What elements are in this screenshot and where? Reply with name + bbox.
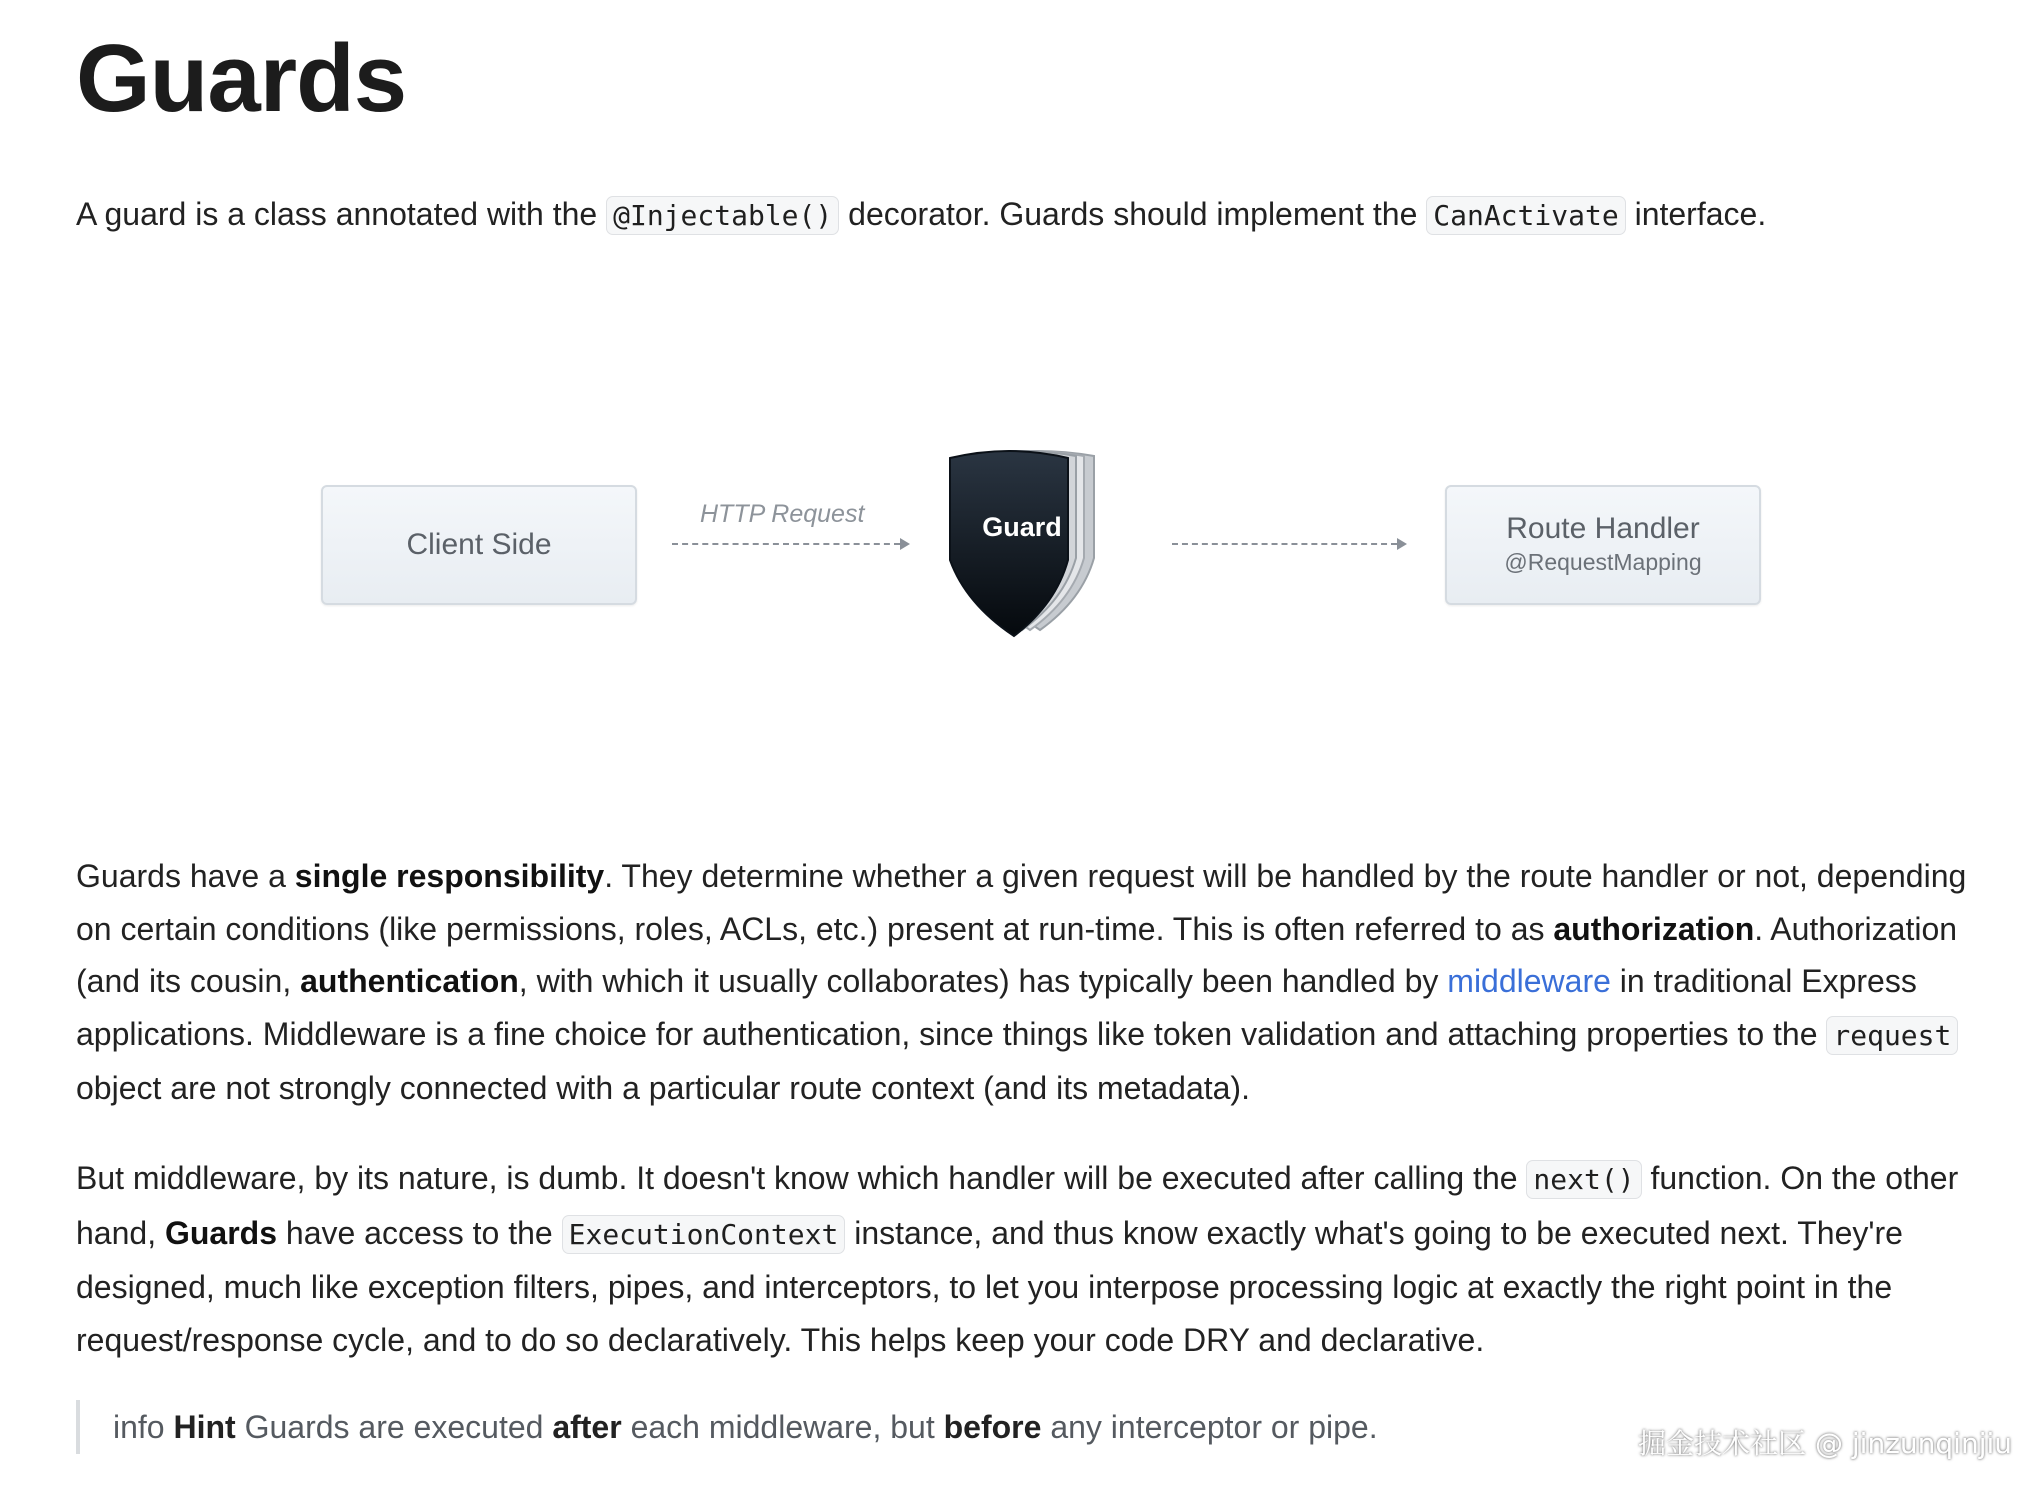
bold-text: before — [943, 1409, 1042, 1445]
text-span: have access to the — [277, 1214, 562, 1251]
text-span: . Authorization (and its cousin, — [76, 910, 1958, 999]
middleware-link[interactable]: middleware — [1447, 963, 1611, 999]
bold-text: Guards — [164, 1214, 277, 1251]
page-title: Guards — [76, 25, 407, 132]
text-span: any interceptor or pipe. — [1041, 1409, 1378, 1445]
responsibility-paragraph — [76, 850, 1996, 1115]
inline-code-executioncontext: ExecutionContext — [562, 1215, 846, 1254]
bold-text: authentication — [300, 963, 519, 999]
middleware-paragraph — [76, 1152, 1996, 1366]
intro-paragraph — [76, 188, 1996, 243]
http-request-label: HTTP Request — [700, 500, 865, 528]
inline-code-request: request — [1826, 1016, 1958, 1055]
arrow-right-icon — [672, 538, 910, 550]
inline-code-next: next() — [1526, 1160, 1641, 1199]
client-side-label: Client Side — [406, 528, 552, 561]
guard-diagram — [76, 430, 1996, 650]
text-span: in traditional Express applications. Middleware is a fine choice for authentication, since things like token validation and attaching properties to the — [76, 963, 1917, 1052]
inline-code-injectable: @Injectable() — [606, 196, 839, 235]
bold-text: Hint — [173, 1409, 236, 1445]
text-span: Guards are executed — [235, 1409, 553, 1445]
text-span: But middleware, by its nature, is dumb. It doesn't know which handler will be executed after calling the — [76, 1160, 1527, 1196]
text-span: . They determine whether a given request will be handled by the route handler or not, depending on certain conditions (like permissions, roles, ACLs, etc.) present at run-time. This is often referred to as — [76, 858, 1967, 947]
watermark: 掘金技术社区 @ jinzunqinjiu — [1638, 1427, 2012, 1460]
text-span: object are not strongly connected with a particular route context (and its metadata). — [76, 1070, 1250, 1106]
text-span: function. On the other hand, — [76, 1160, 1959, 1251]
bold-text: authorization — [1553, 910, 1755, 947]
text-span: , with which it usually collaborates) has typically been handled by — [518, 963, 1448, 999]
text-span: A guard is a class annotated with the — [76, 196, 607, 232]
guard-label: Guard — [982, 512, 1062, 542]
client-side-box — [321, 485, 637, 605]
text-span: instance, and thus know exactly what's going to be executed next. They're designed, much like exception filters, pipes, and interceptors, to let you interpose processing logic at exactly the right point in the request/response cycle, and to do so declaratively. This helps keep your code DRY and declarative. — [76, 1214, 1903, 1358]
hint-callout — [76, 1400, 1613, 1454]
route-handler-box — [1445, 485, 1761, 605]
bold-text: single responsibility — [294, 858, 605, 894]
route-handler-sublabel: @RequestMapping — [1504, 549, 1702, 575]
shield-icon — [944, 450, 1144, 650]
text-span: each middleware, but — [621, 1409, 944, 1445]
text-span: info — [113, 1409, 174, 1445]
text-span: interface. — [1625, 196, 1767, 232]
guard-shield — [944, 450, 1144, 650]
text-span: Guards have a — [76, 858, 295, 894]
arrow-right-icon — [1172, 538, 1407, 550]
route-handler-label: Route Handler — [1506, 512, 1700, 545]
inline-code-canactivate: CanActivate — [1426, 196, 1625, 235]
text-span: decorator. Guards should implement the — [839, 196, 1427, 232]
bold-text: after — [552, 1409, 622, 1445]
